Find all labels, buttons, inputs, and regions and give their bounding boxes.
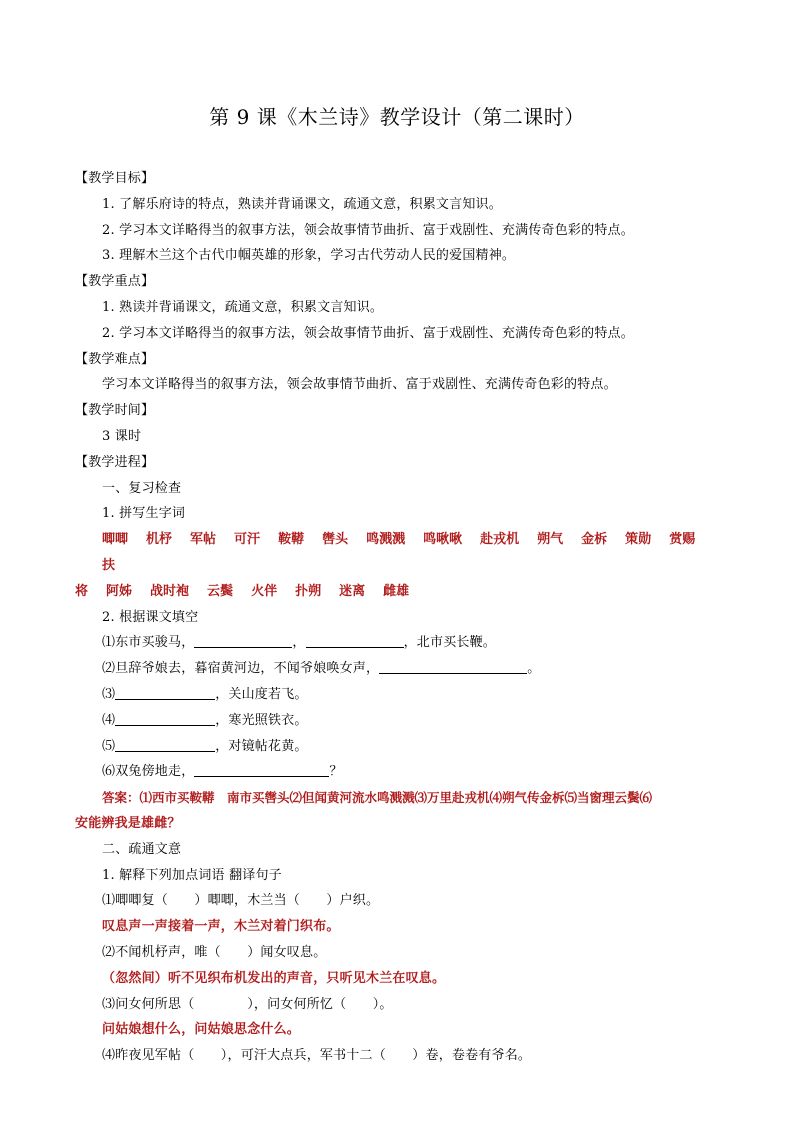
- question-item: ⑷昨夜见军帖（ ），可汗大点兵，军书十二（ ）卷，卷卷有爷名。: [102, 1048, 532, 1064]
- answer-blank[interactable]: [115, 685, 215, 700]
- vocab-word: 鸣溅溅: [366, 532, 406, 548]
- section-heading-time: 【教学时间】: [75, 403, 155, 419]
- fill-text: ⑷: [102, 712, 116, 728]
- vocab-word: 策勋: [625, 532, 652, 548]
- section-heading-difficulty: 【教学难点】: [75, 351, 155, 367]
- fill-text: ⑹双兔傍地走，: [102, 764, 195, 780]
- vocab-word: 可汗: [234, 532, 261, 548]
- answer-blank[interactable]: [194, 633, 292, 648]
- vocab-word: 辔头: [322, 532, 349, 548]
- vocab-word: 金柝: [581, 532, 608, 548]
- vocab-word: 云鬓: [207, 583, 234, 599]
- vocab-word: 赏赐: [669, 532, 696, 548]
- key-item: 2. 学习本文详略得当的叙事方法，领会故事情节曲折、富于戏剧性、充满传奇色彩的特点。: [102, 325, 634, 341]
- vocab-word: 鸣啾啾: [423, 532, 463, 548]
- fill-item: [75, 682, 725, 708]
- goal-item: 2. 学习本文详略得当的叙事方法，领会故事情节曲折、富于戏剧性、充满传奇色彩的特点。: [102, 222, 634, 238]
- goal-item: 1. 了解乐府诗的特点，熟读并背诵课文，疏通文意，积累文言知识。: [102, 196, 502, 212]
- vocab-row: [75, 579, 725, 605]
- fill-text: ⑶: [102, 686, 116, 702]
- fill-text: ⑸: [102, 738, 116, 754]
- goal-item: 3. 理解木兰这个古代巾帼英雄的形象，学习古代劳动人民的爱国精神。: [102, 248, 516, 264]
- answer-text: 答案：⑴西市买鞍鞯 南市买辔头⑵但闻黄河流水鸣溅溅⑶万里赴戎机⑷朔气传金柝⑸当窗理云鬓⑹: [102, 790, 653, 806]
- section-heading-key: 【教学重点】: [75, 274, 155, 290]
- document-body: [75, 166, 725, 1069]
- fill-item: [75, 656, 725, 682]
- vocab-word: 战时袍: [150, 583, 190, 599]
- fill-text: ，对镜帖花黄。: [215, 738, 308, 754]
- vocab-word: 扑朔: [295, 583, 322, 599]
- vocab-word: 扶: [102, 557, 116, 573]
- answer-blank[interactable]: [115, 711, 215, 726]
- fill-text: ，关山度若飞。: [215, 686, 308, 702]
- fill-text: 。: [527, 661, 541, 677]
- answer-text: （忽然间）听不见织布机发出的声音，只听见木兰在叹息。: [102, 970, 446, 986]
- subheading-spell: 1. 拼写生字词: [102, 506, 186, 522]
- fill-text: ⑵旦辞爷娘去，暮宿黄河边，不闻爷娘唤女声，: [102, 661, 380, 677]
- fill-text: ，寒光照铁衣。: [215, 712, 308, 728]
- question-item: ⑴唧唧复（ ）唧唧，木兰当（ ）户织。: [102, 893, 380, 909]
- vocab-row: [75, 527, 725, 579]
- vocab-word: 阿姊: [106, 583, 133, 599]
- vocab-word: 鞍鞯: [278, 532, 305, 548]
- vocab-word: 火伴: [251, 583, 278, 599]
- fill-text: ？: [329, 764, 343, 780]
- section-heading-process: 【教学进程】: [75, 454, 155, 470]
- subheading-meaning: 二、疏通文意: [102, 841, 182, 857]
- subheading-review: 一、复习检查: [102, 480, 182, 496]
- subheading-fill: 2. 根据课文填空: [102, 609, 199, 625]
- question-item: ⑵不闻机杼声，唯（ ）闻女叹息。: [102, 944, 327, 960]
- vocab-word: 唧唧: [102, 532, 129, 548]
- answer-text: 叹息声一声接着一声，木兰对着门织布。: [102, 919, 340, 935]
- vocab-word: 机杼: [146, 532, 173, 548]
- fill-item: [75, 708, 725, 734]
- answer-blank[interactable]: [194, 762, 329, 777]
- vocab-word: 赴戎机: [480, 532, 520, 548]
- section-heading-goals: 【教学目标】: [75, 171, 155, 186]
- answer-text: 问姑娘想什么，问姑娘思念什么。: [102, 1022, 301, 1038]
- time-item: 3 课时: [102, 428, 142, 444]
- answer-blank[interactable]: [306, 633, 404, 648]
- subheading-explain: 1. 解释下列加点词语 翻译句子: [102, 867, 282, 883]
- vocab-word: 朔气: [537, 532, 564, 548]
- page-title: 第 9 课《木兰诗》教学设计（第二课时）: [209, 105, 585, 129]
- vocab-word: 将: [75, 583, 89, 599]
- answer-blank[interactable]: [115, 737, 215, 752]
- fill-item: [75, 759, 725, 785]
- answer-blank[interactable]: [379, 659, 527, 674]
- question-item: ⑶问女何所思（ ），问女何所忆（ ）。: [102, 996, 393, 1012]
- vocab-word: 军帖: [190, 532, 217, 548]
- answer-text: 安能辨我是雄雌？: [75, 815, 181, 831]
- fill-item: [75, 734, 725, 760]
- fill-text: ⑴东市买骏马，: [102, 635, 195, 651]
- fill-item: [75, 630, 725, 656]
- difficulty-item: 学习本文详略得当的叙事方法，领会故事情节曲折、富于戏剧性、充满传奇色彩的特点。: [102, 377, 617, 393]
- fill-text: ，: [292, 635, 306, 651]
- key-item: 1. 熟读并背诵课文，疏通文意，积累文言知识。: [102, 299, 384, 315]
- vocab-word: 雌雄: [383, 583, 410, 599]
- vocab-word: 迷离: [339, 583, 366, 599]
- fill-text: ，北市买长鞭。: [403, 635, 497, 651]
